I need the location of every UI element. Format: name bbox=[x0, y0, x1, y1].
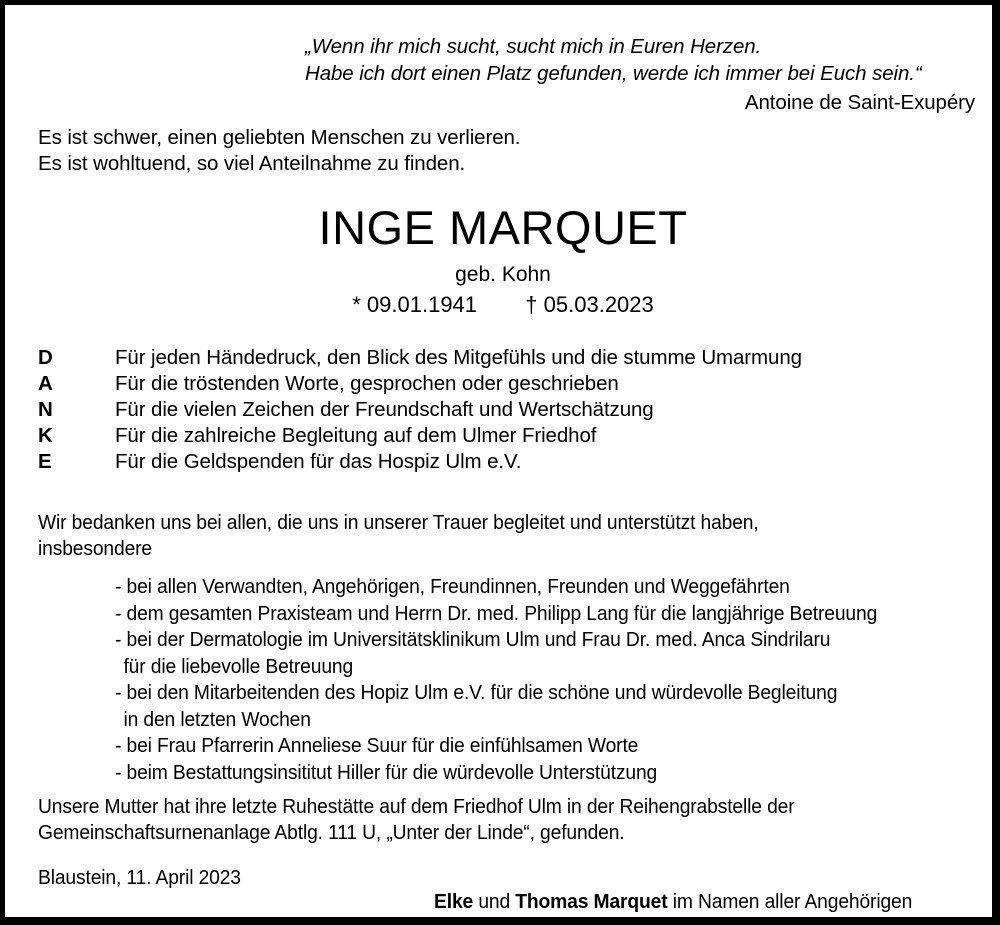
deceased-maiden-name: geb. Kohn bbox=[455, 263, 551, 286]
quote-block bbox=[305, 33, 975, 116]
birth-symbol: * bbox=[352, 292, 361, 317]
danke-text: Für die vielen Zeichen der Freundschaft und Wertschätzung bbox=[115, 398, 654, 421]
thanks-line-2: insbesondere bbox=[38, 537, 153, 560]
danke-text: Für die zahlreiche Begleitung auf dem Ulmer Friedhof bbox=[115, 424, 597, 447]
list-item-continuation: in den letzten Wochen bbox=[123, 707, 311, 731]
recipients-list bbox=[115, 574, 942, 786]
quote-line-1: „Wenn ihr mich sucht, sucht mich in Euren Herzen. bbox=[305, 35, 762, 58]
danke-letter: K bbox=[38, 424, 53, 447]
resting-place-paragraph bbox=[38, 794, 922, 846]
signature-name-first: Elke bbox=[434, 890, 474, 913]
obituary-sheet bbox=[5, 5, 992, 917]
deceased-dates bbox=[1, 290, 1000, 320]
deceased-name: INGE MARQUET bbox=[318, 201, 688, 254]
death-date: 05.03.2023 bbox=[543, 292, 654, 317]
thanks-line-1: Wir bedanken uns bei allen, die uns in unserer Trauer begleitet und unterstützt haben, bbox=[38, 511, 759, 534]
quote-attribution: Antoine de Saint-Exupéry bbox=[744, 91, 975, 114]
signature-name-second: Thomas Marquet bbox=[515, 890, 668, 913]
deceased-block bbox=[5, 201, 1000, 320]
danke-row bbox=[38, 424, 958, 450]
danke-row bbox=[38, 372, 958, 398]
danke-row bbox=[38, 450, 958, 476]
danke-text: Für die tröstenden Worte, gesprochen oder geschrieben bbox=[115, 372, 619, 395]
signature-block bbox=[38, 866, 912, 925]
danke-letter: E bbox=[38, 450, 52, 473]
quote-line-2: Habe ich dort einen Platz gefunden, werde ich immer bei Euch sein.“ bbox=[305, 62, 922, 85]
thanks-paragraph bbox=[38, 510, 912, 562]
signature-names bbox=[392, 866, 912, 925]
intro-block bbox=[38, 125, 738, 177]
birth-date: 09.01.1941 bbox=[366, 292, 478, 317]
list-item: - bei der Dermatologie im Universitätsklinikum Ulm und Frau Dr. med. Anca Sindrilaru bbox=[115, 628, 831, 651]
intro-line-1: Es ist schwer, einen geliebten Menschen zu verlieren. bbox=[38, 126, 521, 149]
resting-line-1: Unsere Mutter hat ihre letzte Ruhestätte auf dem Friedhof Ulm in der Reihengrabstelle der bbox=[38, 795, 795, 818]
signature-place-date: Blaustein, 11. April 2023 bbox=[38, 866, 241, 889]
danke-letter: A bbox=[38, 372, 53, 395]
signature-conjunction: und bbox=[473, 890, 516, 913]
intro-line-2: Es ist wohltuend, so viel Anteilnahme zu finden. bbox=[38, 152, 466, 175]
danke-letter: N bbox=[38, 398, 53, 421]
list-item: - dem gesamten Praxisteam und Herrn Dr. med. Philipp Lang für die langjährige Betreuung bbox=[115, 601, 878, 625]
death-symbol: † bbox=[525, 292, 538, 317]
danke-row bbox=[38, 346, 958, 372]
danke-row bbox=[38, 398, 958, 424]
signature-suffix: im Namen aller Angehörigen bbox=[667, 890, 913, 913]
list-item: - beim Bestattungsinsititut Hiller für die würdevolle Unterstützung bbox=[115, 760, 658, 784]
list-item: - bei den Mitarbeitenden des Hopiz Ulm e.V. für die schöne und würdevolle Begleitung bbox=[115, 681, 838, 704]
danke-text: Für die Geldspenden für das Hospiz Ulm e.V. bbox=[115, 450, 522, 473]
danke-letter: D bbox=[38, 346, 53, 369]
list-item: - bei Frau Pfarrerin Anneliese Suur für die einfühlsamen Worte bbox=[115, 734, 639, 757]
danke-acrostic-block bbox=[38, 346, 958, 476]
list-item-continuation: für die liebevolle Betreuung bbox=[123, 654, 354, 678]
list-item: - bei allen Verwandten, Angehörigen, Freundinnen, Freunden und Weggefährten bbox=[115, 575, 790, 598]
resting-line-2: Gemeinschaftsurnenanlage Abtlg. 111 U, „Unter der Linde“, gefunden. bbox=[38, 821, 625, 844]
danke-text: Für jeden Händedruck, den Blick des Mitgefühls und die stumme Umarmung bbox=[115, 346, 802, 369]
